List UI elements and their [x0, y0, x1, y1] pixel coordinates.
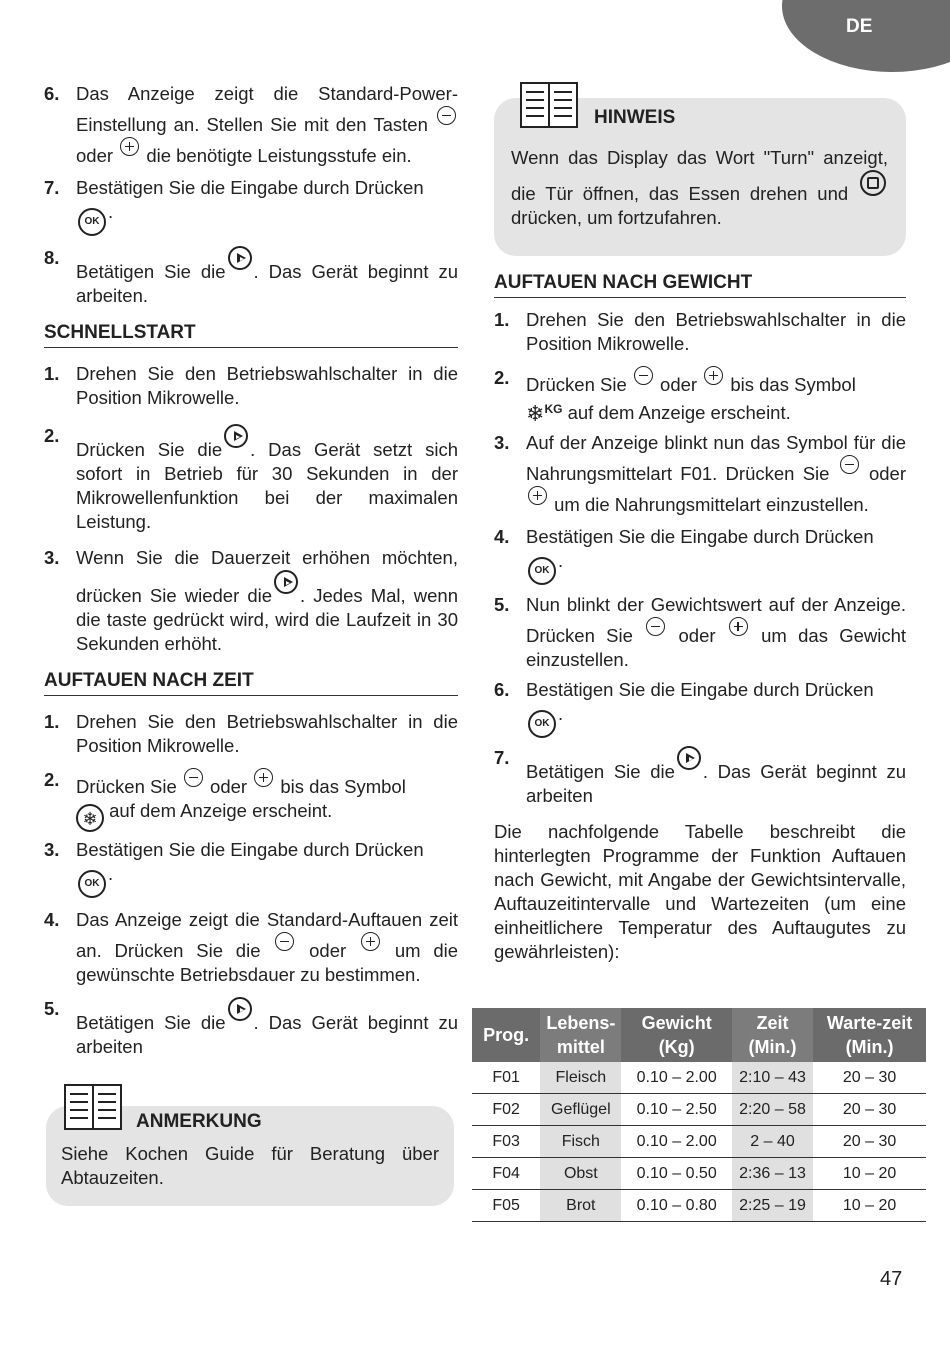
- cell: 0.10 – 2.00: [621, 1062, 731, 1094]
- cell: 2:36 – 13: [732, 1158, 813, 1190]
- ok-icon: OK: [78, 208, 106, 236]
- cell: 10 – 20: [813, 1190, 926, 1222]
- cell: 0.10 – 2.00: [621, 1126, 731, 1158]
- list-item: 8. Betätigen Sie die . Das Gerät beginnt zu arbeiten.: [44, 247, 458, 306]
- col-header: Prog.: [472, 1008, 540, 1062]
- table-header-row: [472, 1008, 926, 1062]
- start-icon: [224, 424, 248, 448]
- language-code: DE: [846, 16, 873, 37]
- defrost-weight-icon: ❄: [526, 401, 545, 426]
- list-item: 4. Das Anzeige zeigt die Standard-Auftauen zeit an. Drücken Sie die oder um die gewünschte Betriebsdauer zu bestimmen.: [44, 909, 459, 985]
- list-item: 4. Bestätigen Sie die Eingabe durch Drücken OK .: [494, 525, 906, 585]
- book-icon: [520, 82, 578, 128]
- minus-icon: [634, 366, 653, 385]
- col-header: Lebens-mittel: [540, 1008, 621, 1062]
- cell: F04: [472, 1158, 540, 1190]
- cell: 0.10 – 0.50: [621, 1158, 731, 1190]
- note-box: [46, 1106, 454, 1206]
- stop-icon: [860, 170, 886, 196]
- left-column: [44, 80, 458, 1059]
- cell: 2:25 – 19: [732, 1190, 813, 1222]
- section-heading: SCHNELLSTART: [44, 320, 458, 348]
- table-row: [472, 1126, 926, 1158]
- list-item: 3. Bestätigen Sie die Eingabe durch Drücken OK .: [44, 838, 458, 898]
- plus-icon: [729, 617, 748, 636]
- cell: F03: [472, 1126, 540, 1158]
- section-heading: AUFTAUEN NACH ZEIT: [44, 668, 458, 696]
- cell: F01: [472, 1062, 540, 1094]
- cell: 2 – 40: [732, 1126, 813, 1158]
- list-item: 6. Das Anzeige zeigt die Standard-Power-Einstellung an. Stellen Sie mit den Tasten oder die benötigte Leistungsstufe ein.: [44, 83, 458, 166]
- table-row: [472, 1190, 926, 1222]
- start-icon: [228, 997, 252, 1021]
- list-item: 2. Drücken Sie oder bis das Symbol ❄$^{KG}$ auf dem Anzeige erscheint.: [494, 367, 856, 426]
- list-item: 3. Wenn Sie die Dauerzeit erhöhen möchten, drücken Sie wieder die . Jedes Mal, wenn die taste gedrückt wird, wird die Laufzeit in 30 Sekunden erhöht.: [44, 547, 458, 654]
- ok-icon: OK: [528, 557, 556, 585]
- plus-icon: [254, 768, 273, 787]
- list-item: 3. Auf der Anzeige blinkt nun das Symbol für die Nahrungsmittelart F01. Drücken Sie oder um die Nahrungsmittelart einzustellen.: [494, 432, 906, 515]
- minus-icon: [840, 455, 859, 474]
- cell: F02: [472, 1094, 540, 1126]
- list-item: 5. Nun blinkt der Gewichtswert auf der Anzeige. Drücken Sie oder um das Gewicht einzustellen.: [494, 594, 907, 670]
- list-item: 7. Bestätigen Sie die Eingabe durch Drücken OK .: [44, 176, 458, 236]
- plus-icon: [528, 486, 547, 505]
- cell: 20 – 30: [813, 1062, 926, 1094]
- table-row: [472, 1062, 926, 1094]
- cell: 10 – 20: [813, 1158, 926, 1190]
- note-text: Siehe Kochen Guide für Beratung über Abtauzeiten.: [61, 1143, 439, 1188]
- list-item: 1. Drehen Sie den Betriebswahlschalter in die Position Mikrowelle.: [44, 711, 458, 756]
- col-header: Warte-zeit (Min.): [813, 1008, 926, 1062]
- table-row: [472, 1158, 926, 1190]
- start-icon: [677, 746, 701, 770]
- minus-icon: [646, 617, 665, 636]
- hint-title: HINWEIS: [594, 107, 676, 128]
- book-icon: [64, 1084, 122, 1130]
- col-header: Gewicht (Kg): [621, 1008, 731, 1062]
- minus-icon: [437, 106, 456, 125]
- right-column: [494, 270, 906, 964]
- cell: 2:20 – 58: [732, 1094, 813, 1126]
- ok-icon: OK: [528, 710, 556, 738]
- cell: Obst: [540, 1158, 621, 1190]
- section-heading: AUFTAUEN NACH GEWICHT: [494, 270, 906, 298]
- cell: 2:10 – 43: [732, 1062, 813, 1094]
- minus-icon: [184, 768, 203, 787]
- cell: 20 – 30: [813, 1126, 926, 1158]
- list-item: 1. Drehen Sie den Betriebswahlschalter in die Position Mikrowelle.: [44, 363, 458, 408]
- cell: Fisch: [540, 1126, 621, 1158]
- note-title: ANMERKUNG: [136, 1111, 262, 1132]
- language-tab: [782, 0, 950, 72]
- minus-icon: [275, 932, 294, 951]
- cell: Brot: [540, 1190, 621, 1222]
- cell: 20 – 30: [813, 1094, 926, 1126]
- ok-icon: OK: [78, 870, 106, 898]
- table-intro: Die nachfolgende Tabelle beschreibt die hinterlegten Programme der Funktion Auftauen nach Gewicht, mit Angabe der Gewichtsintervalle, Auftauzeitintervalle und Wartezeiten (um eine einheitlichere Temperatur des Auftaugutes zu gewährleisten):: [494, 821, 906, 962]
- defrost-time-icon: ❄: [76, 804, 104, 832]
- cell: Fleisch: [540, 1062, 621, 1094]
- col-header: Zeit (Min.): [732, 1008, 813, 1062]
- plus-icon: [120, 137, 139, 156]
- list-item: 2. Drücken Sie oder bis das Symbol ❄ auf dem Anzeige erscheint.: [44, 768, 458, 832]
- table-row: [472, 1094, 926, 1126]
- cell: 0.10 – 0.80: [621, 1190, 731, 1222]
- hint-box: [494, 98, 906, 256]
- list-item: 7. Betätigen Sie die . Das Gerät beginnt zu arbeiten: [494, 747, 906, 806]
- list-item: 2. Drücken Sie die . Das Gerät setzt sich sofort in Betrieb für 30 Sekunden in der Mikrowellenfunktion bei der maximalen Leistung.: [44, 425, 459, 532]
- plus-icon: [704, 366, 723, 385]
- start-icon: [228, 246, 252, 270]
- plus-icon: [361, 932, 380, 951]
- cell: F05: [472, 1190, 540, 1222]
- cell: Geflügel: [540, 1094, 621, 1126]
- list-item: 6. Bestätigen Sie die Eingabe durch Drücken OK .: [494, 678, 906, 738]
- list-item: 5. Betätigen Sie die . Das Gerät beginnt zu arbeiten: [44, 998, 458, 1057]
- hint-text: Wenn das Display das Wort "Turn" anzeigt, die Tür öffnen, das Essen drehen und drücken, um fortzufahren.: [511, 147, 888, 228]
- cell: 0.10 – 2.50: [621, 1094, 731, 1126]
- page-number: 47: [880, 1268, 903, 1290]
- programs-table: [472, 1008, 926, 1222]
- list-item: 1. Drehen Sie den Betriebswahlschalter in die Position Mikrowelle.: [494, 309, 906, 354]
- start-icon: [274, 570, 298, 594]
